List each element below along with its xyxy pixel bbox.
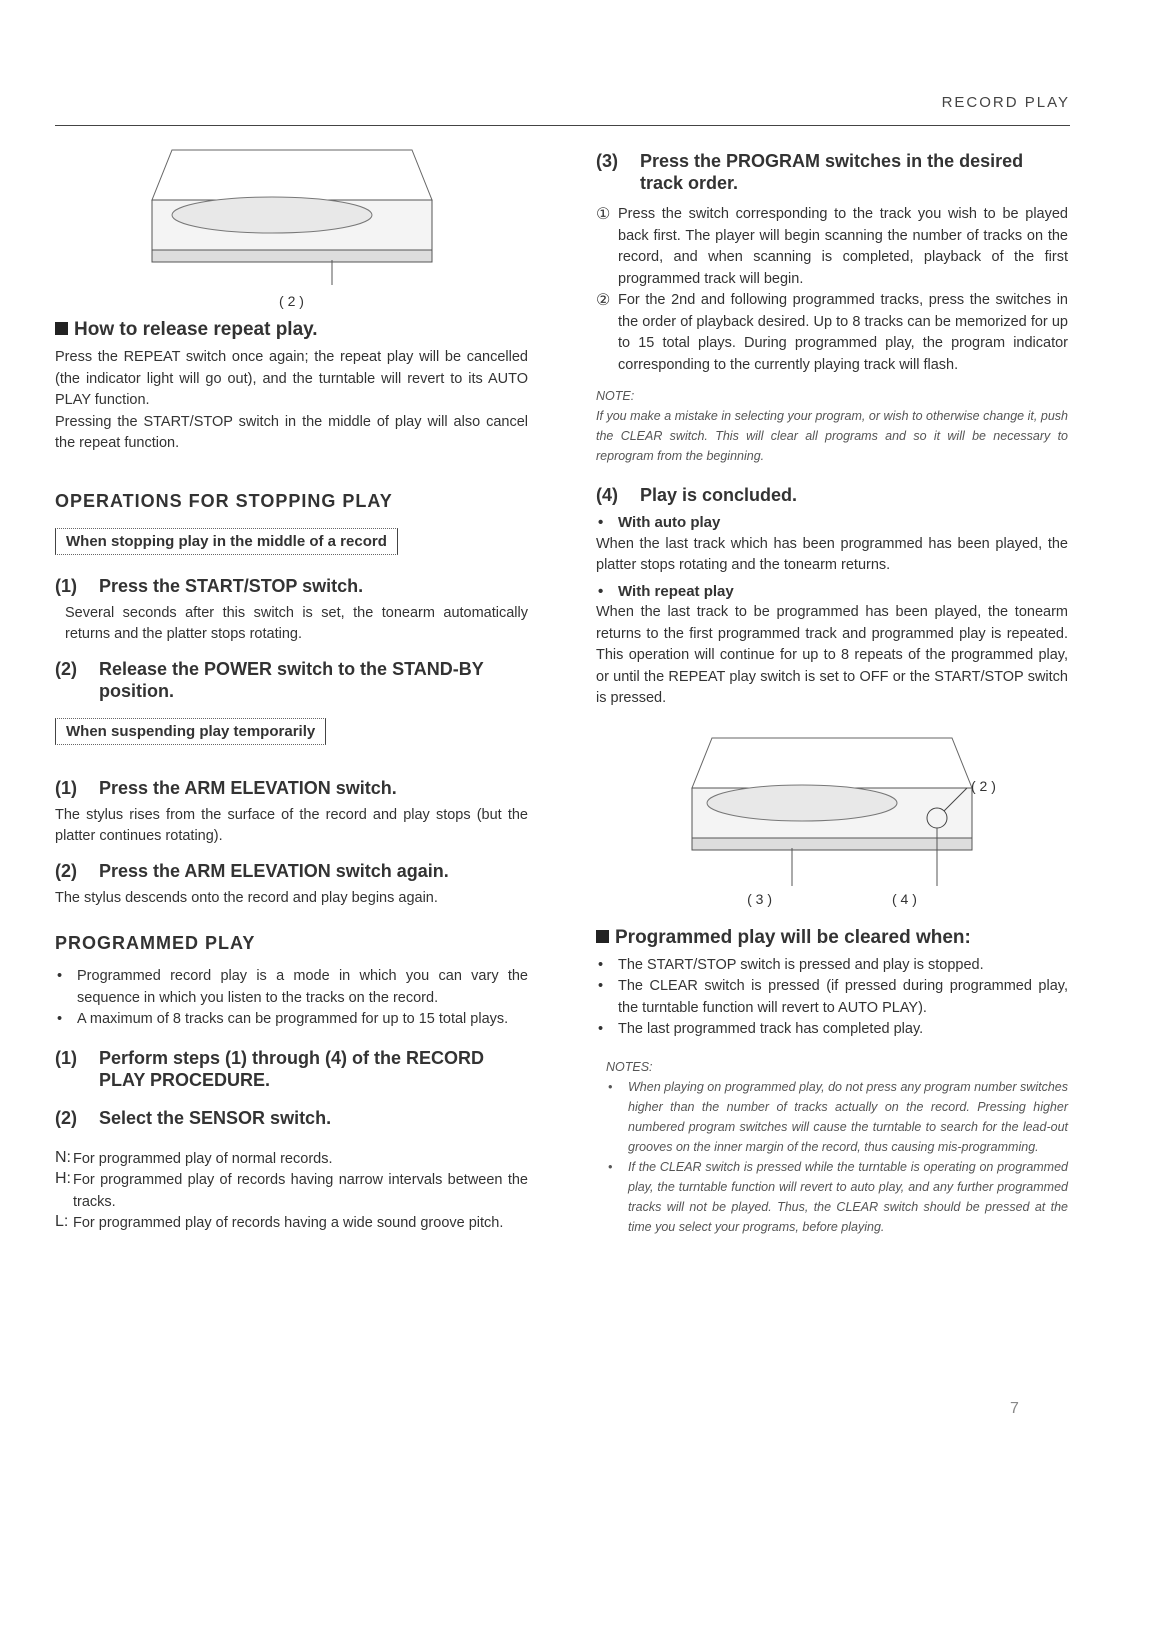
mode-item [55, 1170, 528, 1213]
mode-key: L: [55, 1213, 69, 1230]
bullet-list [596, 955, 1068, 1041]
item-number: ① [596, 206, 611, 223]
step-title: Perform steps (1) through (4) of the RECORD PLAY PROCEDURE. [99, 1047, 485, 1090]
list-item: • The CLEAR switch is pressed (if pressed during programmed play, the turntable function will revert to AUTO PLAY). [596, 976, 1068, 1019]
release-title: How to release repeat play. [74, 319, 318, 340]
step-number: (2) [55, 860, 77, 881]
notes-label: NOTES: [606, 1059, 653, 1074]
step-heading [55, 1107, 528, 1129]
paragraph: When the last track which has been programmed has been played, the platter stops rotating and the tonearm returns. [596, 535, 1068, 573]
figure-label: ( 2 ) [279, 293, 304, 309]
step-number: (2) [55, 1107, 77, 1128]
item-text: For the 2nd and following programmed tracks, press the switches in the order of playback desired. Up to 8 tracks can be memorized for up to 15 total plays. During programmed play, the program indicator corresponding to the currently playing track will flash. [618, 292, 1068, 373]
list-item: • A maximum of 8 tracks can be programmed for up to 15 total plays. [55, 1009, 528, 1031]
step-heading [596, 484, 1068, 506]
mode-key: H: [55, 1170, 71, 1187]
cleared-title: Programmed play will be cleared when: [615, 926, 971, 948]
figure-label: ( 4 ) [892, 890, 917, 907]
section-title: PROGRAMMED PLAY [55, 933, 256, 953]
mode-desc: For programmed play of records having a wide sound groove pitch. [73, 1215, 504, 1231]
step-title: Press the ARM ELEVATION switch. [99, 777, 397, 798]
step-number: (1) [55, 575, 77, 596]
step-title: Press the ARM ELEVATION switch again. [99, 860, 449, 881]
list-item: • The START/STOP switch is pressed and play is stopped. [596, 955, 1068, 977]
step-title: Select the SENSOR switch. [99, 1107, 332, 1128]
paragraph: The stylus descends onto the record and play begins again. [55, 889, 438, 906]
list-item: • Programmed record play is a mode in which you can vary the sequence in which you listen to the tracks on the record. [55, 966, 528, 1009]
bullet-list [596, 512, 1068, 534]
mode-item [55, 1213, 528, 1235]
note-label: NOTE: [596, 389, 635, 403]
step-heading [55, 860, 528, 882]
header-rule [55, 125, 1070, 126]
step-heading [55, 1047, 528, 1091]
numbered-item [596, 290, 1068, 376]
item-number: ② [596, 292, 611, 309]
bullet-list [55, 966, 528, 1031]
step-number: (2) [55, 658, 77, 679]
turntable-figure-1 [55, 140, 528, 309]
step-number: (3) [596, 151, 618, 171]
step-title: Play is concluded. [640, 485, 798, 505]
list-item: • The last programmed track has completed play. [596, 1019, 1068, 1041]
subheading-box: When suspending play temporarily [55, 718, 326, 745]
note-text: If you make a mistake in selecting your program, or wish to otherwise change it, push the CLEAR switch. This will clear all programs and so it will be necessary to reprogram from the beginning. [596, 409, 1068, 463]
paragraph: The stylus rises from the surface of the record and play stops (but the platter continues rotating). [55, 806, 528, 844]
square-bullet-icon [55, 322, 68, 335]
step-title: Press the PROGRAM switches in the desired track order. [640, 151, 1024, 193]
figure-label: ( 2 ) [971, 777, 996, 794]
mode-desc: For programmed play of records having narrow intervals between the tracks. [73, 1172, 528, 1210]
step-heading [596, 150, 1068, 194]
notes-list [606, 1077, 1068, 1237]
paragraph: Press the REPEAT switch once again; the repeat play will be cancelled (the indicator light will go out), and the turntable will revert to its AUTO PLAY function. [55, 349, 528, 408]
release-heading [55, 319, 528, 341]
subheading-box: When stopping play in the middle of a record [55, 528, 398, 555]
paragraph: Several seconds after this switch is set, the tonearm automatically returns and the platter stops rotating. [65, 604, 528, 642]
step-heading [55, 777, 528, 799]
left-column [55, 140, 528, 1235]
figure-labels [596, 891, 1068, 907]
section-title: OPERATIONS FOR STOPPING PLAY [55, 490, 393, 511]
cleared-heading [596, 927, 1068, 949]
turntable-illustration [682, 728, 982, 888]
numbered-item [596, 204, 1068, 290]
item-text: Press the switch corresponding to the track you wish to be played back first. The player will begin scanning the number of tracks on the record, and when scanning is completed, playback of the first programmed track will begin. [618, 206, 1068, 287]
mode-key: N: [55, 1148, 71, 1166]
paragraph: Pressing the START/STOP switch in the middle of play will also cancel the repeat function. [55, 413, 528, 451]
sub-heading: • With repeat play [596, 581, 1068, 603]
note-item: • When playing on programmed play, do not press any program number switches higher than the number of tracks actually on the record. Pressing higher numbered program switches will cause the turntable to search for the lead-out grooves on the inner margin of the record, thus causing mis-programming. [606, 1077, 1068, 1157]
page-number: 7 [1010, 1400, 1019, 1417]
bullet-list [596, 581, 1068, 603]
mode-item [55, 1149, 528, 1171]
paragraph: When the last track to be programmed has been played, the tonearm returns to the first programmed track and programmed play is repeated. This operation will continue for up to 8 repeats of the programmed play, or until the REPEAT play switch is set to OFF or the START/STOP switch is pressed. [596, 604, 1068, 706]
step-title: Press the START/STOP switch. [99, 575, 364, 596]
step-heading [55, 658, 528, 702]
turntable-illustration [142, 140, 442, 290]
step-number: (1) [55, 777, 77, 798]
step-number: (4) [596, 485, 618, 505]
step-title: Release the POWER switch to the STAND-BY position. [99, 658, 484, 701]
note-item: • If the CLEAR switch is pressed while the turntable is operating on programmed play, the turntable function will revert to auto play, and any further programmed tracks will not be played. Thus, the CLEAR switch should be pressed at the time you select your programs, before playing. [606, 1157, 1068, 1237]
right-column [596, 150, 1068, 1237]
step-heading [55, 575, 528, 597]
mode-desc: For programmed play of normal records. [73, 1150, 333, 1167]
turntable-figure-2 [596, 728, 1068, 907]
page-header: RECORD PLAY [941, 94, 1070, 111]
step-number: (1) [55, 1047, 77, 1068]
figure-label: ( 3 ) [747, 890, 772, 907]
square-bullet-icon [596, 930, 609, 943]
sub-heading: • With auto play [596, 512, 1068, 534]
